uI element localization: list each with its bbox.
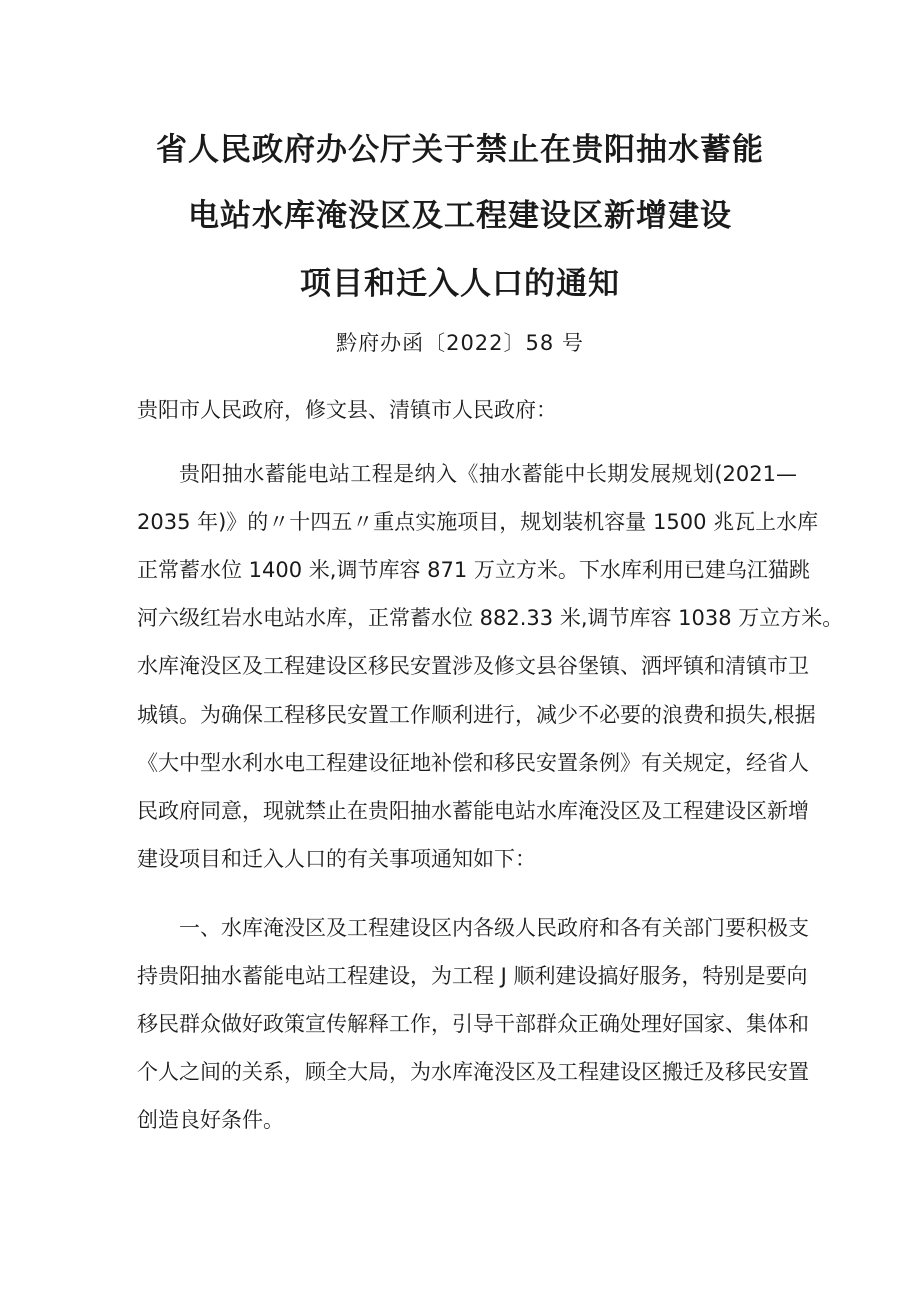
paragraph1-line: 正常蓄水位 1400 米,调节库容 871 万立方米。下水库利用已建乌江猫跳 <box>137 558 810 582</box>
paragraph2-line: 移民群众做好政策宣传解释工作，引导干部群众正确处理好国家、集体和 <box>137 1012 809 1036</box>
salutation: 贵阳市人民政府，修文县、清镇市人民政府： <box>137 398 557 422</box>
paragraph1-line: 《大中型水利水电工程建设征地补偿和移民安置条例》有关规定，经省人 <box>137 751 809 775</box>
paragraph1-line: 河六级红岩水电站水库，正常蓄水位 882.33 米,调节库容 1038 万立方米。 <box>137 606 844 630</box>
document-number: 黔府办函〔2022〕58 号 <box>336 331 584 355</box>
paragraph1-line: 贵阳抽水蓄能电站工程是纳入《抽水蓄能中长期发展规划(2021— <box>179 462 797 486</box>
paragraph1-line: 城镇。为确保工程移民安置工作顺利进行，减少不必要的浪费和损失,根据 <box>137 703 816 727</box>
paragraph2-line: 持贵阳抽水蓄能电站工程建设，为工程 J 顺利建设搞好服务，特别是要向 <box>137 964 808 988</box>
paragraph2-line: 一、水库淹没区及工程建设区内各级人民政府和各有关部门要积极支 <box>179 916 809 940</box>
document-title-line-1: 省人民政府办公厅关于禁止在贵阳抽水蓄能 <box>156 132 764 168</box>
paragraph1-line: 建设项目和迁入人口的有关事项通知如下： <box>137 847 536 871</box>
paragraph1-line: 水库淹没区及工程建设区移民安置涉及修文县谷堡镇、洒坪镇和清镇市卫 <box>137 654 809 678</box>
document-title-line-3: 项目和迁入人口的通知 <box>300 266 620 302</box>
paragraph2-line: 个人之间的关系，顾全大局，为水库淹没区及工程建设区搬迁及移民安置 <box>137 1060 809 1084</box>
paragraph1-line: 民政府同意，现就禁止在贵阳抽水蓄能电站水库淹没区及工程建设区新增 <box>137 799 809 823</box>
paragraph1-line: 2035 年)》的〃十四五〃重点实施项目，规划装机容量 1500 兆瓦上水库 <box>137 510 819 534</box>
document-title-line-2: 电站水库淹没区及工程建设区新增建设 <box>188 198 732 234</box>
paragraph2-line: 创造良好条件。 <box>137 1108 284 1132</box>
